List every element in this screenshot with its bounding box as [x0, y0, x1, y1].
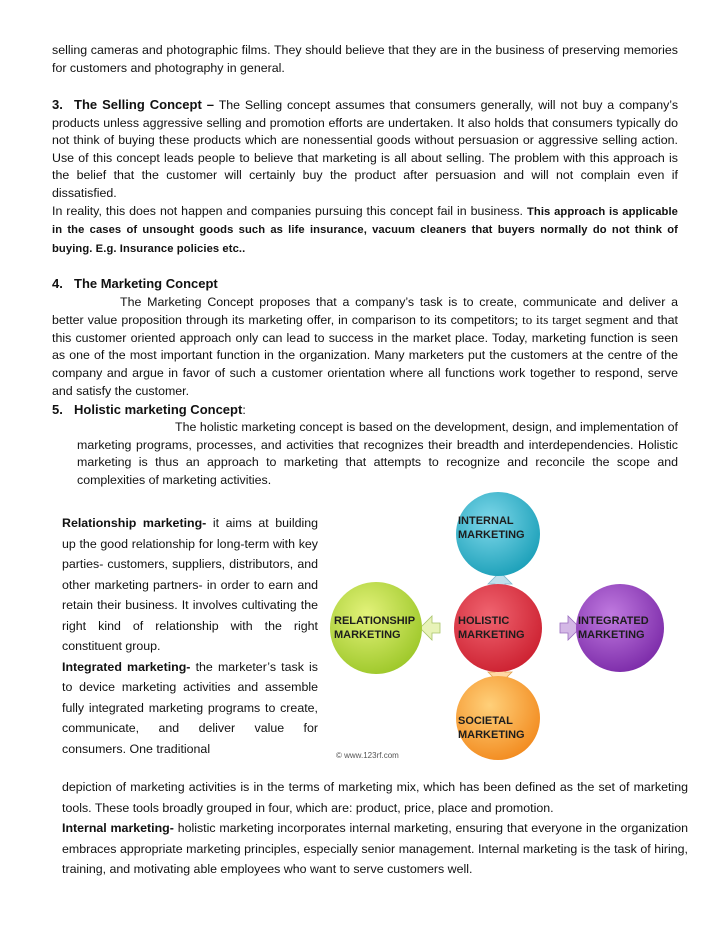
selling-reality-text: In reality, this does not happen and companies pursuing this concept fail in business.: [52, 203, 523, 218]
holistic-marketing-diagram: [330, 492, 666, 764]
integrated-marketing-body: the marketer’s task is to device marketing activities and assemble fully integrated marketing programs to create, communicate, and deliver value for consumers. One traditional: [62, 659, 318, 756]
section-number: 3.: [52, 97, 63, 112]
arrow-left-icon: [420, 616, 440, 640]
marketing-concept-body: The Marketing Concept proposes that a company’s task is to create, communicate and deliver a better value proposition through its marketing offer, in comparison to its competitors: [52, 294, 678, 328]
selling-concept-body: The Selling concept assumes that consumers generally, will not buy a company’s products unless aggressive selling and promotion efforts are undertaken. It also holds that consumers typically do not think of buying these products which are nonessential goods without persuasion or aggressive selling action. Use of this concept leads people to believe that marketing is all about selling. The problem with this approach is the belief that the customer will certainly buy the product after persuasion and will not complain even if dissatisfied.: [52, 98, 679, 200]
marketing-concept-title: The Marketing Concept: [74, 276, 218, 291]
relationship-marketing-title: Relationship marketing-: [62, 516, 207, 530]
integrated-marketing-circle: [576, 584, 664, 672]
holistic-label-line2: MARKETING: [458, 629, 525, 641]
relationship-marketing-paragraph: [62, 513, 318, 759]
integrated-marketing-continued: depiction of marketing activities is in the terms of marketing mix, which has been defined as the set of marketing tools. These tools broadly grouped in four, which are: product, price, place and promotion.: [62, 780, 688, 815]
relationship-label-line1: RELATIONSHIP: [334, 615, 416, 627]
internal-marketing-title: Internal marketing-: [62, 821, 174, 835]
intro-paragraph: selling cameras and photographic films. They should believe that they are in the business of preserving memories for customers and photography in general.: [52, 43, 678, 75]
marketing-concept-target: ; to its target segment: [514, 312, 629, 328]
relationship-marketing-circle: [330, 582, 422, 674]
relationship-marketing-body: it aims at building up the good relationship for long-term with key parties- customers, suppliers, distributors, and other marketing partners- in order to earn and retain their business. It involves cultivating the right kind of relationship with the right constituent group.: [62, 516, 318, 653]
societal-label-line2: MARKETING: [458, 729, 525, 741]
internal-label-line2: MARKETING: [458, 529, 525, 541]
internal-marketing-paragraph: [62, 818, 688, 880]
holistic-concept-heading: 5. Holistic marketing Concept:: [52, 402, 246, 417]
selling-concept-section: [52, 96, 678, 258]
marketing-concept-body-cont: and that this customer oriented approach only can lead to success in the market place. Today, marketing function is seen as one of the most important function in the organization. Many marketers put the customers at the centre of the company and argue in favor of such a customer orientation where all functions work together to respond, serve and satisfy the customer.: [52, 313, 678, 398]
holistic-concept-title: Holistic marketing Concept: [74, 402, 243, 417]
integrated-label-line1: INTEGRATED: [578, 615, 649, 627]
section-number: 4.: [52, 276, 63, 291]
marketing-concept-section: [52, 275, 678, 400]
section-number: 5.: [52, 402, 63, 417]
selling-concept-title: The Selling Concept –: [74, 97, 215, 112]
integrated-label-line2: MARKETING: [578, 629, 645, 641]
relationship-label-line2: MARKETING: [334, 629, 401, 641]
holistic-marketing-circle: [454, 584, 542, 672]
holistic-label-line1: HOLISTIC: [458, 615, 510, 627]
selling-applicability-note: This approach is applicable in the cases of unsought goods such as life insurance, vacuum cleaners that buyers normally do not think of buying. E.g. Insurance policies etc..: [52, 205, 678, 255]
diagram-copyright: © www.123rf.com: [336, 751, 399, 760]
internal-marketing-body: holistic marketing incorporates internal marketing, ensuring that everyone in the organization embraces appropriate marketing principles, especially senior management. Internal marketing is the task of hiring, training, and motivating able employees who want to serve customers well.: [62, 821, 689, 876]
societal-label-line1: SOCIETAL: [458, 715, 513, 727]
integrated-marketing-title: Integrated marketing-: [62, 659, 191, 674]
holistic-concept-body: The holistic marketing concept is based on the development, design, and implementation of marketing programs, processes, and activities that recognizes their breadth and interdependencies. Holistic marketing is thus an approach to marketing that attempts to recognize and reconcile the scope and complexities of marketing activities.: [77, 420, 678, 487]
internal-label-line1: INTERNAL: [458, 515, 514, 527]
